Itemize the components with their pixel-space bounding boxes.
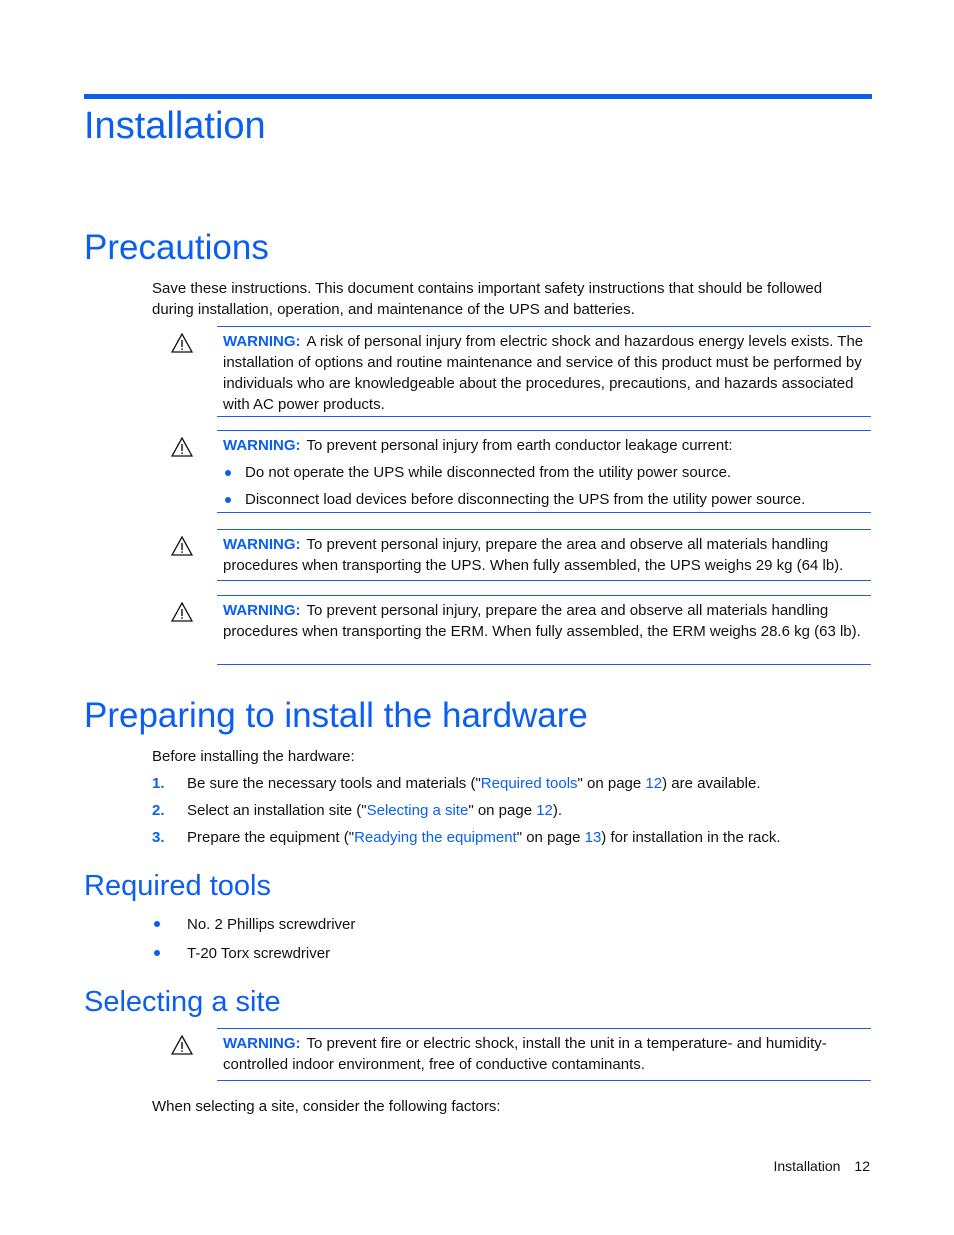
step-text: Prepare the equipment (" bbox=[187, 829, 355, 846]
warning-triangle-icon bbox=[171, 536, 193, 556]
warning-label: WARNING: bbox=[223, 333, 301, 350]
preparing-heading: Preparing to install the hardware bbox=[84, 696, 588, 735]
list-item-text: T-20 Torx screwdriver bbox=[187, 945, 331, 962]
precautions-intro: Save these instructions. This document contains important safety instructions that should be followed during installation, operation, and maintenance of the UPS and batteries. bbox=[152, 280, 823, 318]
bullet-icon bbox=[154, 950, 160, 956]
warning-box bbox=[217, 430, 871, 513]
bullet-icon bbox=[225, 497, 231, 503]
step-text: " on page bbox=[577, 775, 646, 792]
warning-label: WARNING: bbox=[223, 437, 301, 454]
warning-triangle-icon bbox=[171, 602, 193, 622]
step-text: " on page bbox=[516, 829, 585, 846]
list-item bbox=[223, 462, 871, 483]
list-item-text: Do not operate the UPS while disconnected from the utility power source. bbox=[245, 464, 732, 481]
list-item bbox=[223, 489, 871, 510]
warning-text: To prevent personal injury, prepare the area and observe all materials handling procedures when transporting the ERM. When fully assembled, the ERM weighs 28.6 kg (63 lb). bbox=[223, 602, 861, 640]
preparing-intro: Before installing the hardware: bbox=[152, 748, 355, 765]
bullet-icon bbox=[225, 470, 231, 476]
warning-label: WARNING: bbox=[223, 602, 301, 619]
warning-triangle-icon bbox=[171, 437, 193, 457]
step-text: " on page bbox=[468, 802, 537, 819]
footer-section: Installation bbox=[773, 1158, 841, 1174]
page-number: 12 bbox=[854, 1158, 870, 1174]
warning-box bbox=[217, 529, 871, 581]
chapter-top-rule bbox=[84, 94, 872, 99]
step-text: ) are available. bbox=[662, 775, 761, 792]
selecting-site-intro: When selecting a site, consider the following factors: bbox=[152, 1098, 501, 1115]
warning-text: A risk of personal injury from electric shock and hazardous energy levels exists. The installation of options and routine maintenance and service of this product must be performed by individuals who are knowledgeable about the procedures, precautions, and hazards associated with AC power products. bbox=[223, 333, 864, 413]
step-text: Select an installation site (" bbox=[187, 802, 367, 819]
page-footer bbox=[773, 1158, 870, 1174]
cross-reference-link[interactable]: Required tools bbox=[480, 775, 578, 792]
list-item bbox=[152, 914, 355, 935]
list-item bbox=[152, 800, 562, 821]
list-item bbox=[152, 827, 781, 848]
list-item bbox=[152, 773, 761, 794]
warning-text: To prevent fire or electric shock, install the unit in a temperature- and humidity-controlled indoor environment, free of conductive contaminants. bbox=[223, 1035, 827, 1073]
list-item-text: Disconnect load devices before disconnecting the UPS from the utility power source. bbox=[245, 491, 806, 508]
chapter-title: Installation bbox=[84, 105, 266, 147]
warning-text: To prevent personal injury from earth conductor leakage current: bbox=[306, 437, 733, 454]
list-item-text: No. 2 Phillips screwdriver bbox=[187, 916, 356, 933]
warning-box bbox=[217, 1028, 871, 1081]
page-link[interactable]: 13 bbox=[584, 829, 602, 846]
warning-box bbox=[217, 326, 871, 417]
cross-reference-link[interactable]: Selecting a site bbox=[366, 802, 469, 819]
step-text: Be sure the necessary tools and materials (" bbox=[187, 775, 481, 792]
required-tools-heading: Required tools bbox=[84, 870, 271, 902]
bullet-icon bbox=[154, 921, 160, 927]
warning-triangle-icon bbox=[171, 333, 193, 353]
warning-label: WARNING: bbox=[223, 1035, 301, 1052]
selecting-site-heading: Selecting a site bbox=[84, 986, 281, 1018]
step-number: 2. bbox=[152, 802, 165, 819]
step-text: ) for installation in the rack. bbox=[601, 829, 781, 846]
warning-label: WARNING: bbox=[223, 536, 301, 553]
warning-text: To prevent personal injury, prepare the area and observe all materials handling procedures when transporting the UPS. When fully assembled, the UPS weighs 29 kg (64 lb). bbox=[223, 536, 844, 574]
page-link[interactable]: 12 bbox=[536, 802, 553, 819]
list-item bbox=[152, 943, 330, 964]
warning-box bbox=[217, 595, 871, 665]
page-link[interactable]: 12 bbox=[645, 775, 663, 792]
precautions-heading: Precautions bbox=[84, 228, 269, 267]
step-text: ). bbox=[552, 802, 563, 819]
step-number: 3. bbox=[152, 829, 165, 846]
warning-triangle-icon bbox=[171, 1035, 193, 1055]
cross-reference-link[interactable]: Readying the equipment bbox=[354, 829, 517, 846]
step-number: 1. bbox=[152, 775, 165, 792]
